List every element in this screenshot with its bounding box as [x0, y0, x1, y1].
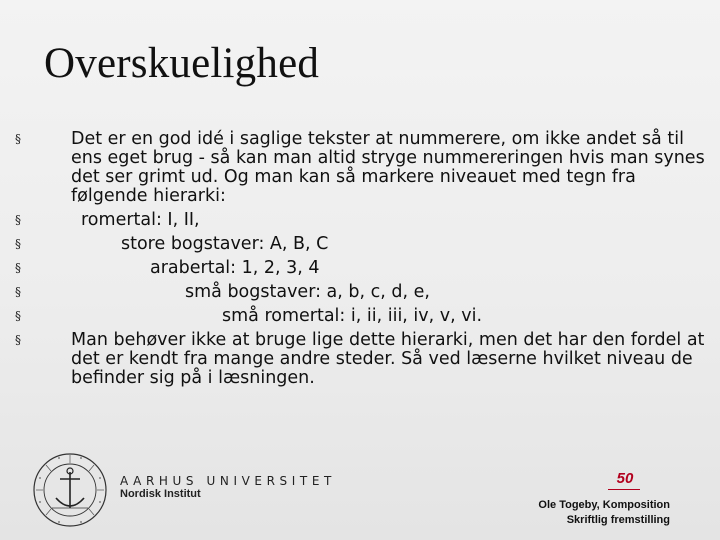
bullet-item [15, 331, 705, 388]
bullet-text: store bogstaver: A, B, C [121, 234, 329, 254]
page-number: 50 [616, 470, 634, 487]
section-sign-bullet-icon: § [15, 333, 21, 347]
institute-name: Nordisk Institut [120, 488, 201, 500]
section-sign-bullet-icon: § [15, 285, 21, 299]
section-sign-bullet-icon: § [15, 213, 21, 227]
bullet-text: Det er en god idé i saglige tekster at nummerere, om ikke andet så til ens eget brug - så kan man altid stryge nummereringen hvis man synes det ser grimt ud. Og man kan så markere niveauet med tegn fra følgende hierarki: [71, 129, 705, 206]
bullet-text: små romertal: i, ii, iii, iv, v, vi. [222, 306, 483, 326]
author-line: Ole Togeby, Komposition [538, 499, 670, 511]
bullet-item [15, 130, 705, 206]
bullet-list [15, 130, 705, 393]
section-sign-bullet-icon: § [15, 309, 21, 323]
bullet-item [15, 307, 705, 326]
section-sign-bullet-icon: § [15, 237, 21, 251]
author-credit [538, 498, 670, 528]
bullet-text: arabertal: 1, 2, 3, 4 [150, 258, 320, 278]
section-sign-bullet-icon: § [15, 261, 21, 275]
bullet-item [15, 283, 705, 302]
bullet-text: små bogstaver: a, b, c, d, e, [185, 282, 430, 302]
university-seal-icon [32, 452, 108, 528]
university-name: AARHUS UNIVERSITET [120, 474, 336, 488]
bullet-item [15, 259, 705, 278]
bullet-text: Man behøver ikke at bruge lige dette hierarki, men det har den fordel at det er kendt fra mange andre steder. Så ved læserne hvilket niveau de befinder sig på i læsningen. [71, 330, 705, 388]
bullet-text: romertal: I, II, [81, 210, 200, 230]
course-line: Skriftlig fremstilling [566, 514, 670, 526]
page-number-rule [608, 489, 640, 490]
bullet-item [15, 211, 705, 230]
bullet-item [15, 235, 705, 254]
section-sign-bullet-icon: § [15, 132, 21, 146]
slide-title: Overskuelighed [44, 40, 320, 87]
